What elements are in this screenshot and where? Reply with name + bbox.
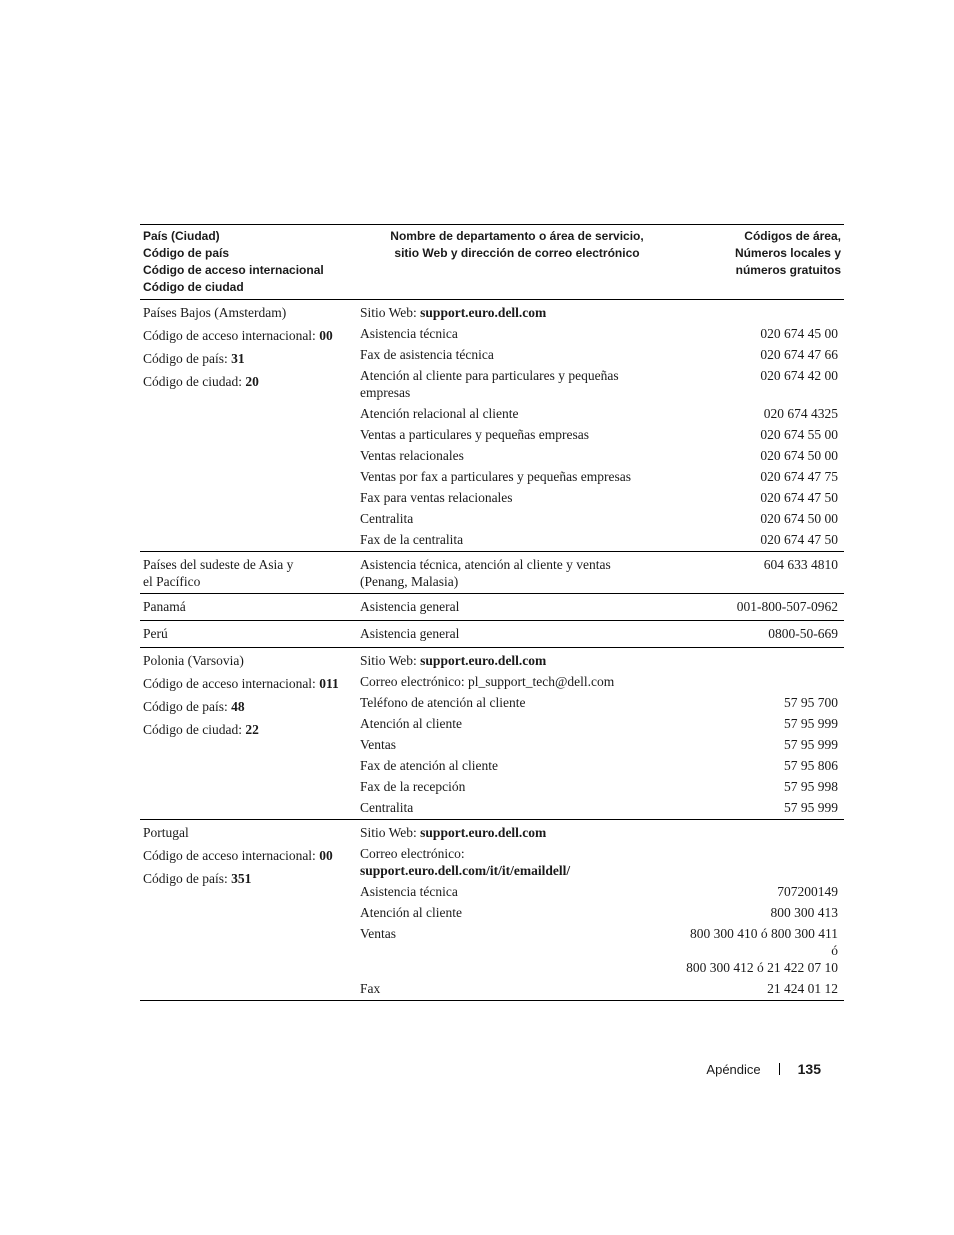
- header-line: números gratuitos: [735, 263, 841, 277]
- service-name: [360, 980, 680, 997]
- service-name: [360, 694, 680, 711]
- table-row: [360, 900, 844, 921]
- table-row: [360, 422, 844, 443]
- table-row: [360, 342, 844, 363]
- phone-number: 707200149: [777, 884, 838, 899]
- phone-number: 020 674 50 00: [760, 511, 838, 526]
- footer-separator: [779, 1063, 780, 1075]
- service-name: [360, 510, 680, 527]
- phone-number: 020 674 55 00: [760, 427, 838, 442]
- service-label: Sitio Web:: [360, 825, 421, 840]
- service-name: [360, 883, 680, 900]
- header-line: País (Ciudad): [143, 229, 220, 243]
- service-name: [360, 673, 680, 690]
- table-row: [360, 401, 844, 422]
- service-label: Centralita: [360, 800, 414, 815]
- table-row: [360, 621, 844, 642]
- phone-number: 001-800-507-0962: [736, 599, 838, 614]
- table-row: [360, 300, 844, 321]
- country-name: [143, 594, 360, 617]
- country-name: [143, 820, 360, 843]
- country-code-label: Panamá: [143, 599, 186, 614]
- table-row: [360, 795, 844, 816]
- country-code-value: 00: [319, 328, 333, 343]
- country-code-label: Código de acceso internacional:: [143, 676, 320, 691]
- service-label: Asistencia técnica: [360, 326, 458, 341]
- service-name: [360, 625, 680, 642]
- country-code-line: [143, 369, 360, 392]
- service-name: [360, 715, 680, 732]
- country-group: [140, 594, 844, 621]
- service-rows: [360, 621, 844, 644]
- service-label: Fax: [360, 981, 381, 996]
- service-name: [360, 598, 680, 615]
- country-group: [140, 621, 844, 648]
- country-cell: [140, 594, 360, 617]
- service-link: support.euro.dell.com: [420, 305, 547, 320]
- contact-table: [140, 224, 844, 1001]
- service-label: Correo electrónico: pl_support_tech@dell.com: [360, 674, 615, 689]
- service-label: Atención al cliente para particulares y pequeñas empresas: [360, 368, 619, 400]
- service-name: [360, 426, 680, 443]
- service-name: [360, 845, 680, 879]
- service-link: support.euro.dell.com/it/it/emaildell/: [360, 863, 571, 878]
- country-cell: [140, 552, 360, 590]
- header-col-country: [140, 228, 357, 296]
- service-rows: [360, 552, 844, 590]
- phone-number: 020 674 45 00: [760, 326, 838, 341]
- phone-number: 800 300 413: [770, 905, 838, 920]
- service-name: [360, 824, 680, 841]
- country-code-value: 48: [231, 699, 245, 714]
- country-code-label: Polonia (Varsovia): [143, 653, 244, 668]
- country-name: [143, 552, 360, 590]
- service-name: [360, 778, 680, 795]
- service-name: [360, 346, 680, 363]
- header-col-service: [357, 228, 677, 296]
- service-name: [360, 736, 680, 753]
- service-link: support.euro.dell.com: [420, 825, 547, 840]
- table-row: [360, 527, 844, 548]
- service-label: Ventas a particulares y pequeñas empresas: [360, 427, 590, 442]
- service-name: [360, 468, 680, 485]
- service-name: [360, 757, 680, 774]
- country-code-line: [143, 694, 360, 717]
- service-label: Ventas relacionales: [360, 448, 464, 463]
- country-code-value: 31: [231, 351, 245, 366]
- service-label: Sitio Web:: [360, 305, 421, 320]
- phone-number: [680, 824, 844, 841]
- service-rows: [360, 820, 844, 997]
- country-cell: [140, 648, 360, 816]
- service-label: Atención relacional al cliente: [360, 406, 519, 421]
- service-name: [360, 925, 680, 976]
- service-label: Asistencia general: [360, 599, 460, 614]
- country-code-line: [143, 323, 360, 346]
- country-name: [143, 621, 360, 644]
- phone-number: [680, 652, 844, 669]
- service-label: Asistencia técnica, atención al cliente y ventas (Penang, Malasia): [360, 557, 611, 589]
- table-row: [360, 363, 844, 401]
- table-header: [140, 225, 844, 300]
- phone-number: 020 674 42 00: [760, 368, 838, 383]
- country-code-label: Código de ciudad:: [143, 374, 246, 389]
- service-label: Fax de la centralita: [360, 532, 464, 547]
- table-row: [360, 774, 844, 795]
- service-link: support.euro.dell.com: [420, 653, 547, 668]
- table-row: [360, 485, 844, 506]
- service-label: Asistencia técnica: [360, 884, 458, 899]
- table-row: [360, 321, 844, 342]
- table-row: [360, 669, 844, 690]
- phone-number: 57 95 999: [784, 737, 838, 752]
- service-label: Asistencia general: [360, 626, 460, 641]
- phone-number: 020 674 47 50: [760, 490, 838, 505]
- service-name: [360, 904, 680, 921]
- service-name: [360, 799, 680, 816]
- phone-number: 57 95 999: [784, 800, 838, 815]
- phone-number: 21 424 01 12: [767, 981, 838, 996]
- header-col-numbers: [677, 228, 844, 296]
- country-code-label: Países del sudeste de Asia y el Pacífico: [143, 557, 294, 589]
- table-row: [360, 732, 844, 753]
- country-group: [140, 552, 844, 594]
- service-label: Centralita: [360, 511, 414, 526]
- country-cell: [140, 300, 360, 548]
- page-footer: [706, 1061, 821, 1077]
- service-label: Ventas: [360, 926, 396, 941]
- phone-number: 020 674 47 50: [760, 532, 838, 547]
- header-line: Código de acceso internacional: [143, 263, 324, 277]
- service-name: [360, 556, 680, 590]
- service-name: [360, 652, 680, 669]
- table-row: [360, 841, 844, 879]
- service-name: [360, 531, 680, 548]
- country-code-value: 011: [319, 676, 339, 691]
- table-body: [140, 300, 844, 1001]
- phone-number: 020 674 47 66: [760, 347, 838, 362]
- service-rows: [360, 648, 844, 816]
- service-name: [360, 304, 680, 321]
- phone-number: 800 300 410 ó 800 300 411 ó 800 300 412 ó 21 422 07 10: [686, 926, 838, 975]
- country-code-line: [143, 866, 360, 889]
- service-label: Atención al cliente: [360, 716, 462, 731]
- header-line: Números locales y: [734, 246, 841, 260]
- page-number: 135: [797, 1061, 821, 1077]
- country-code-line: [143, 843, 360, 866]
- phone-number: 57 95 806: [784, 758, 838, 773]
- phone-number: [680, 845, 844, 879]
- service-name: [360, 447, 680, 464]
- service-label: Fax para ventas relacionales: [360, 490, 513, 505]
- phone-number: 020 674 47 75: [760, 469, 838, 484]
- country-code-value: 00: [319, 848, 333, 863]
- service-label: Correo electrónico:: [360, 846, 465, 861]
- phone-number: 0800-50-669: [768, 626, 838, 641]
- country-code-label: Portugal: [143, 825, 189, 840]
- phone-number: 604 633 4810: [763, 557, 838, 572]
- table-row: [360, 820, 844, 841]
- table-row: [360, 594, 844, 615]
- header-line: Nombre de departamento o área de servicio,: [390, 229, 644, 243]
- country-code-label: Código de país:: [143, 699, 232, 714]
- phone-number: [680, 673, 844, 690]
- table-row: [360, 464, 844, 485]
- country-code-value: 20: [245, 374, 259, 389]
- country-code-label: Perú: [143, 626, 168, 641]
- service-label: Fax de la recepción: [360, 779, 466, 794]
- service-label: Atención al cliente: [360, 905, 462, 920]
- table-row: [360, 976, 844, 997]
- country-code-label: Código de ciudad:: [143, 722, 246, 737]
- service-rows: [360, 594, 844, 617]
- country-group: [140, 300, 844, 552]
- country-code-label: Código de país:: [143, 871, 232, 886]
- header-line: Códigos de área,: [744, 229, 841, 243]
- country-code-value: 22: [245, 722, 259, 737]
- country-code-line: [143, 671, 360, 694]
- country-code-label: Código de país:: [143, 351, 232, 366]
- phone-number: 57 95 700: [784, 695, 838, 710]
- phone-number: 57 95 999: [784, 716, 838, 731]
- country-name: [143, 648, 360, 671]
- service-label: Sitio Web:: [360, 653, 421, 668]
- phone-number: 57 95 998: [784, 779, 838, 794]
- country-code-line: [143, 346, 360, 369]
- service-rows: [360, 300, 844, 548]
- table-row: [360, 506, 844, 527]
- country-code-label: Código de acceso internacional:: [143, 328, 320, 343]
- service-label: Fax de atención al cliente: [360, 758, 498, 773]
- phone-number: [680, 304, 844, 321]
- header-line: Código de ciudad: [143, 280, 244, 294]
- country-name: [143, 300, 360, 323]
- table-row: [360, 648, 844, 669]
- table-row: [360, 753, 844, 774]
- header-line: sitio Web y dirección de correo electrónico: [394, 246, 640, 260]
- service-name: [360, 367, 680, 401]
- country-group: [140, 648, 844, 820]
- service-label: Ventas por fax a particulares y pequeñas empresas: [360, 469, 632, 484]
- header-line: Código de país: [143, 246, 230, 260]
- service-name: [360, 325, 680, 342]
- country-code-label: Código de acceso internacional:: [143, 848, 320, 863]
- table-row: [360, 921, 844, 976]
- service-label: Teléfono de atención al cliente: [360, 695, 526, 710]
- service-name: [360, 405, 680, 422]
- country-code-value: 351: [231, 871, 252, 886]
- service-name: [360, 489, 680, 506]
- footer-section: Apéndice: [706, 1061, 761, 1077]
- phone-number: 020 674 50 00: [760, 448, 838, 463]
- phone-number: 020 674 4325: [763, 406, 838, 421]
- country-code-label: Países Bajos (Amsterdam): [143, 305, 287, 320]
- service-label: Ventas: [360, 737, 396, 752]
- table-row: [360, 879, 844, 900]
- service-label: Fax de asistencia técnica: [360, 347, 494, 362]
- country-cell: [140, 820, 360, 997]
- table-row: [360, 690, 844, 711]
- country-cell: [140, 621, 360, 644]
- country-code-line: [143, 717, 360, 740]
- country-group: [140, 820, 844, 1001]
- table-row: [360, 443, 844, 464]
- table-row: [360, 711, 844, 732]
- table-row: [360, 552, 844, 590]
